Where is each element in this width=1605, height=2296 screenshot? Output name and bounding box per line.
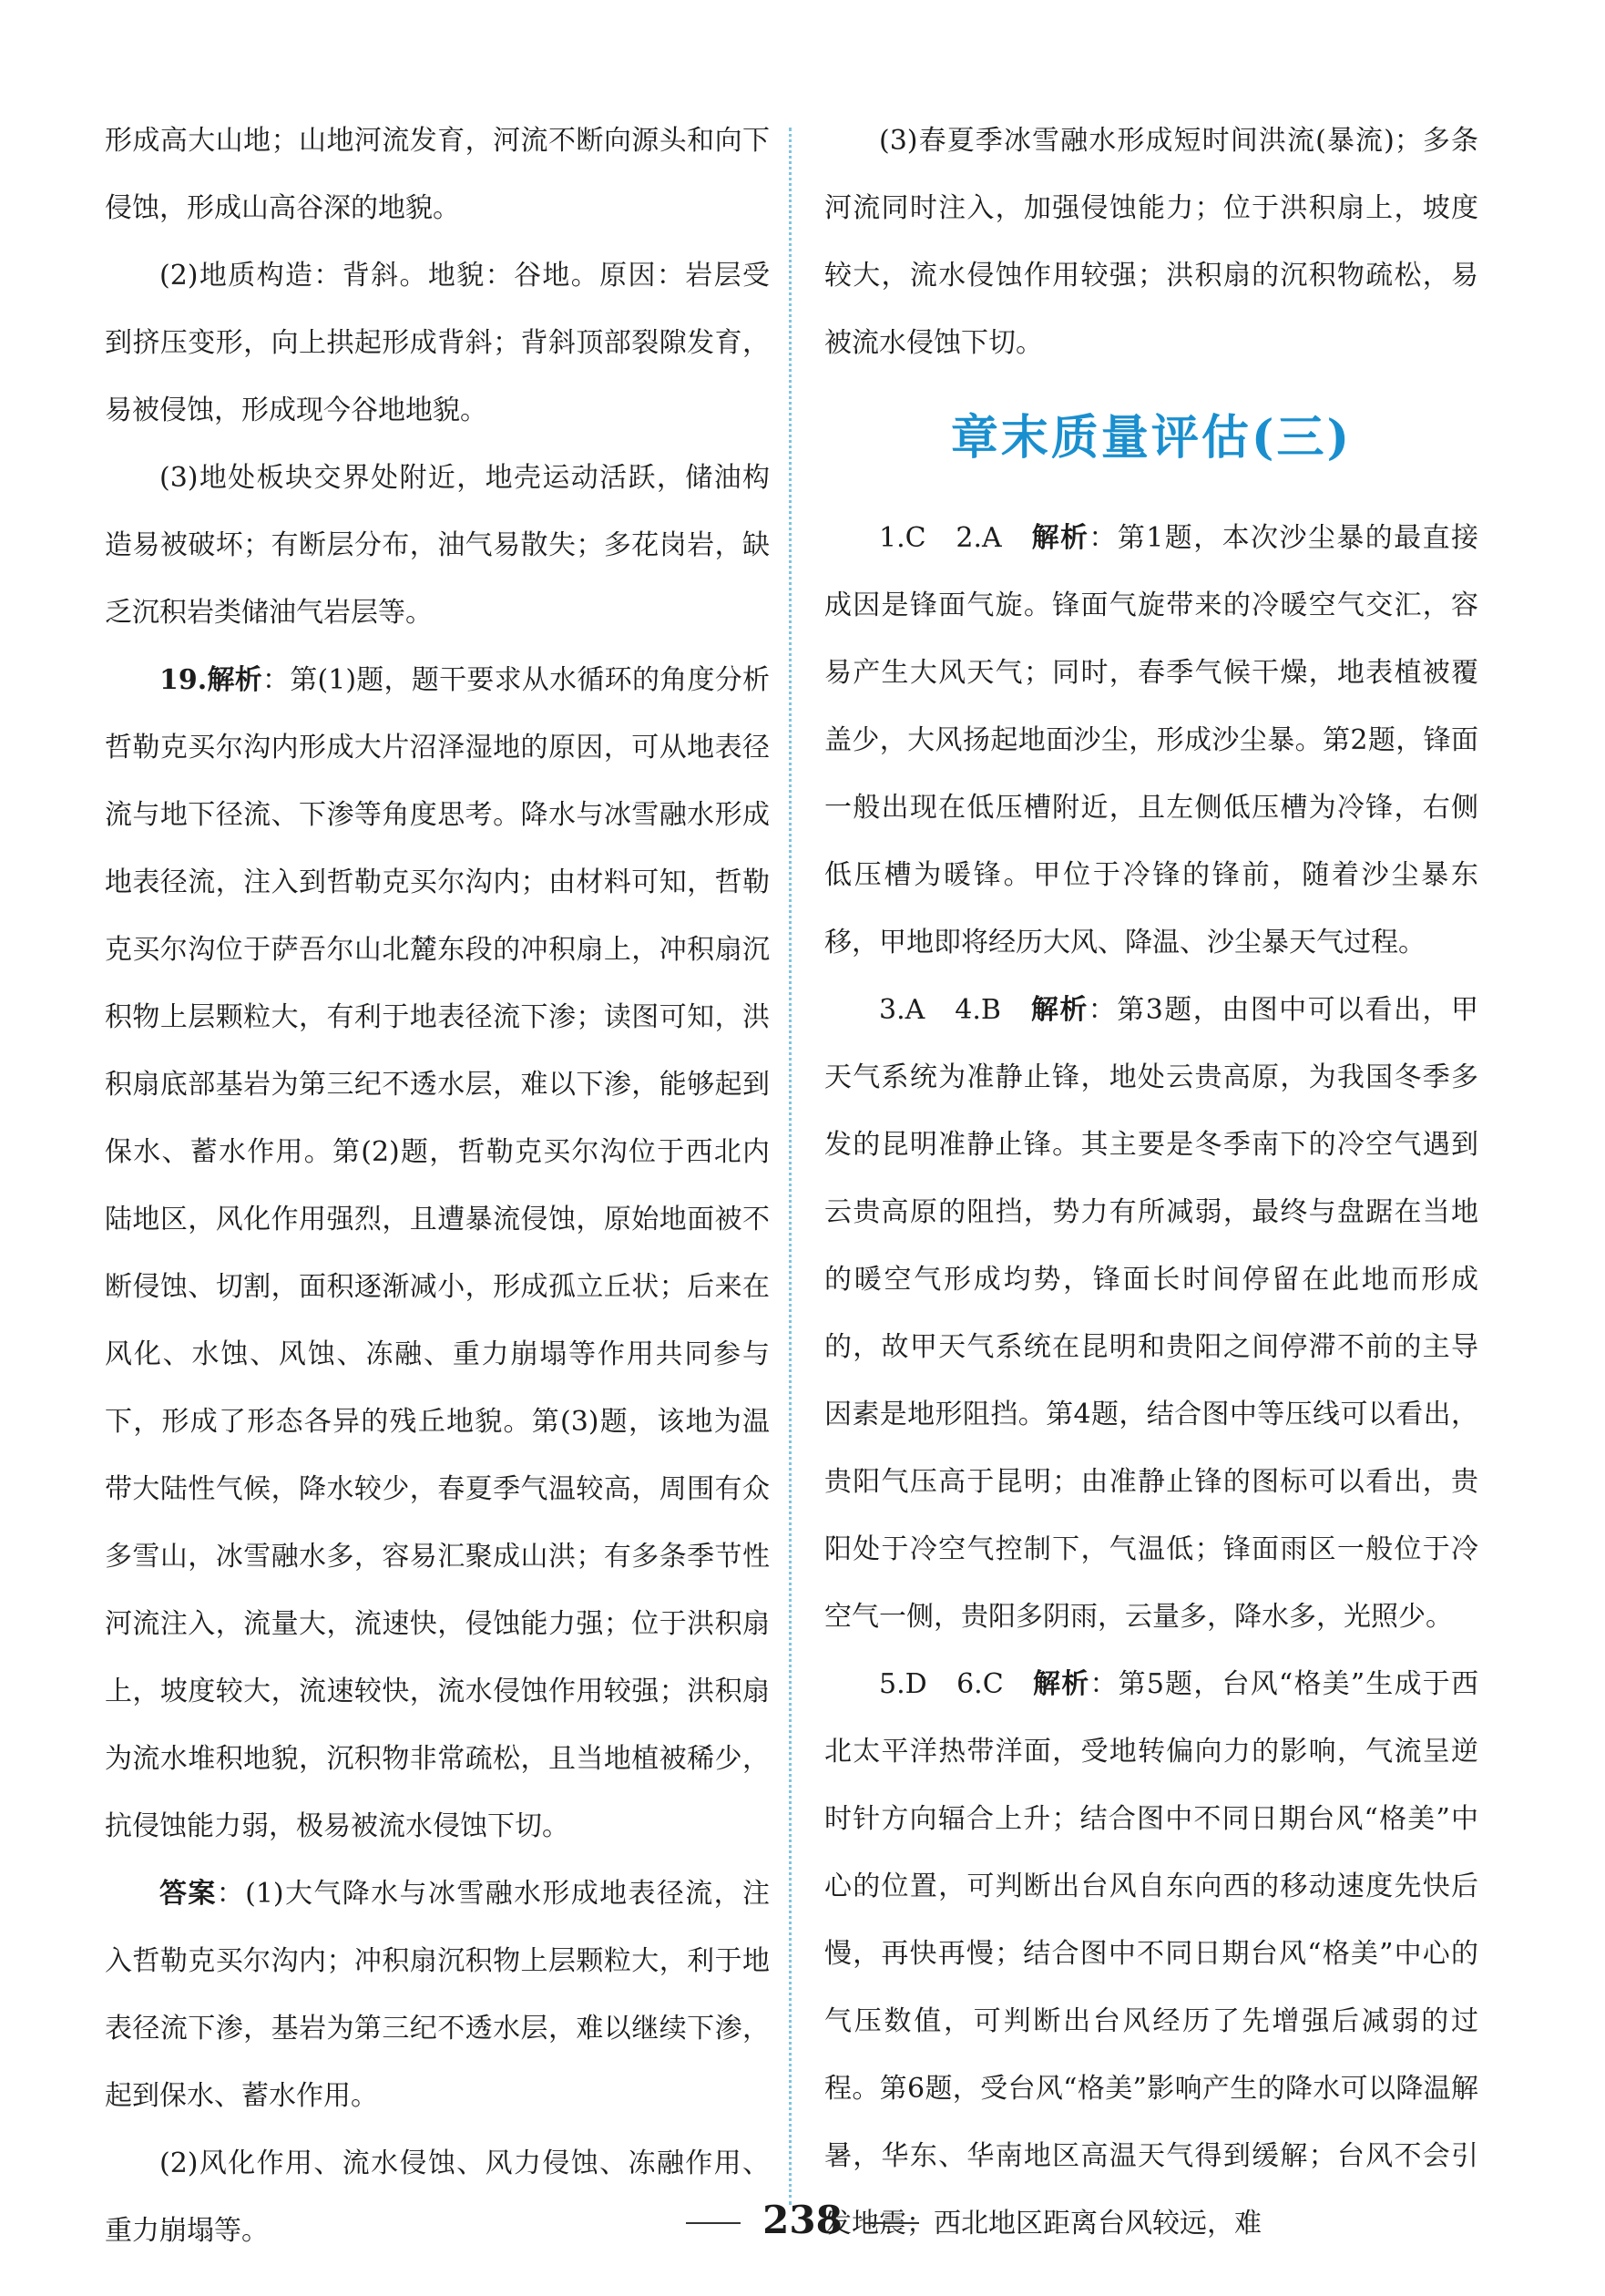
paragraph-continued: 形成高大山地；山地河流发育，河流不断向源头和向下侵蚀，形成山高谷深的地貌。 (105, 125, 770, 224)
question-19-label: 19.解析 (159, 664, 262, 696)
questions-5-6-text: ：第5题，台风“格美”生成于西北太平洋热带洋面，受地转偏向力的影响，气流呈逆时针方向辐合上升；结合图中不同日期台风“格美”中心的位置，可判断出台风自东向西的移动速度先快后慢，再快再慢；结合图中不同日期台风“格美”中心的气压数值，可判断出台风经历了先增强后减弱的过程。第6题，受台风“格美”影响产生的降水可以降温解暑，华东、华南地区高温天气得到缓解；台风不会引发地震；西北地区距离台风较远，难 (824, 1668, 1478, 2240)
right-column (824, 108, 1478, 2258)
answer-label: 答案 (159, 1878, 217, 1910)
paragraph-q3-answer: (3)春夏季冰雪融水形成短时间洪流(暴流)；多条河流同时注入，加强侵蚀能力；位于洪积扇上，坡度较大，流水侵蚀作用较强；洪积扇的沉积物疏松，易被流水侵蚀下切。 (824, 125, 1478, 359)
answer-paragraph-2: (2)风化作用、流水侵蚀、风力侵蚀、冻融作用、重力崩塌等。 (105, 2147, 770, 2247)
questions-3-4-label: 解析 (1030, 994, 1089, 1026)
questions-5-6 (824, 1651, 1478, 2258)
page-footer (0, 2198, 1605, 2242)
section-heading: 章末质量评估(三) (950, 410, 1353, 466)
questions-3-4-text: ：第3题，由图中可以看出，甲天气系统为准静止锋，地处云贵高原，为我国冬季多发的昆明准静止锋。其主要是冬季南下的冷空气遇到云贵高原的阻挡，势力有所减弱，最终与盘踞在当地的暖空气形成均势，锋面长时间停留在此地而形成的，故甲天气系统在昆明和贵阳之间停滞不前的主导因素是地形阻挡。第4题，结合图中等压线可以看出，贵阳气压高于昆明；由准静止锋的图标可以看出，贵阳处于冷空气控制下，气温低；锋面雨区一般位于冷空气一侧，贵阳多阴雨，云量多，降水多，光照少。 (824, 994, 1478, 1633)
question-19-text: ：第(1)题，题干要求从水循环的角度分析哲勒克买尔沟内形成大片沼泽湿地的原因，可从地表径流与地下径流、下渗等角度思考。降水与冰雪融水形成地表径流，注入到哲勒克买尔沟内；由材料可知，哲勒克买尔沟位于萨吾尔山北麓东段的冲积扇上，冲积扇沉积物上层颗粒大，有利于地表径流下渗；读图可知，洪积扇底部基岩为第三纪不透水层，难以下渗，能够起到保水、蓄水作用。第(2)题，哲勒克买尔沟位于西北内陆地区，风化作用强烈，且遭暴流侵蚀，原始地面被不断侵蚀、切割，面积逐渐减小，形成孤立丘状；后来在风化、水蚀、风蚀、冻融、重力崩塌等作用共同参与下，形成了形态各异的残丘地貌。第(3)题，该地为温带大陆性气候，降水较少，春夏季气温较高，周围有众多雪山，冰雪融水多，容易汇聚成山洪；有多条季节性河流注入，流量大，流速快，侵蚀能力强；位于洪积扇上，坡度较大，流速较快，流水侵蚀作用较强；洪积扇为流水堆积地貌，沉积物非常疏松，且当地植被稀少，抗侵蚀能力弱，极易被流水侵蚀下切。 (105, 664, 770, 1842)
paragraph-q2: (2)地质构造：背斜。地貌：谷地。原因：岩层受到挤压变形，向上拱起形成背斜；背斜顶部裂隙发育，易被侵蚀，形成现今谷地地貌。 (105, 260, 770, 426)
footer-dash-right (864, 2222, 919, 2224)
question-19-analysis (105, 647, 770, 1860)
page-number: 238 (762, 2198, 843, 2242)
questions-5-6-answers: 5.D 6.C (879, 1668, 1034, 1700)
paragraph-q3: (3)地处板块交界处附近，地壳运动活跃，储油构造易被破坏；有断层分布，油气易散失；多花岗岩，缺乏沉积岩类储油气岩层等。 (105, 462, 770, 629)
questions-3-4 (824, 977, 1478, 1651)
questions-1-2-text: ：第1题，本次沙尘暴的最直接成因是锋面气旋。锋面气旋带来的冷暖空气交汇，容易产生大风天气；同时，春季气候干燥，地表植被覆盖少，大风扬起地面沙尘，形成沙尘暴。第2题，锋面一般出现在低压槽附近，且左侧低压槽为冷锋，右侧低压槽为暖锋。甲位于冷锋的锋前，随着沙尘暴东移，甲地即将经历大风、降温、沙尘暴天气过程。 (824, 522, 1479, 958)
footer-dash-left (686, 2222, 741, 2224)
column-divider (789, 128, 792, 2205)
questions-1-2-label: 解析 (1031, 522, 1089, 554)
questions-5-6-label: 解析 (1033, 1668, 1090, 1700)
left-column (105, 108, 770, 2265)
questions-1-2 (824, 505, 1478, 977)
answer-text: ：(1)大气降水与冰雪融水形成地表径流，注入哲勒克买尔沟内；冲积扇沉积物上层颗粒大，利于地表径流下渗，基岩为第三纪不透水层，难以继续下渗，起到保水、蓄水作用。 (105, 1878, 770, 2112)
answer-paragraph (105, 1860, 770, 2130)
questions-3-4-answers: 3.A 4.B (879, 994, 1031, 1026)
questions-1-2-answers: 1.C 2.A (879, 522, 1032, 554)
